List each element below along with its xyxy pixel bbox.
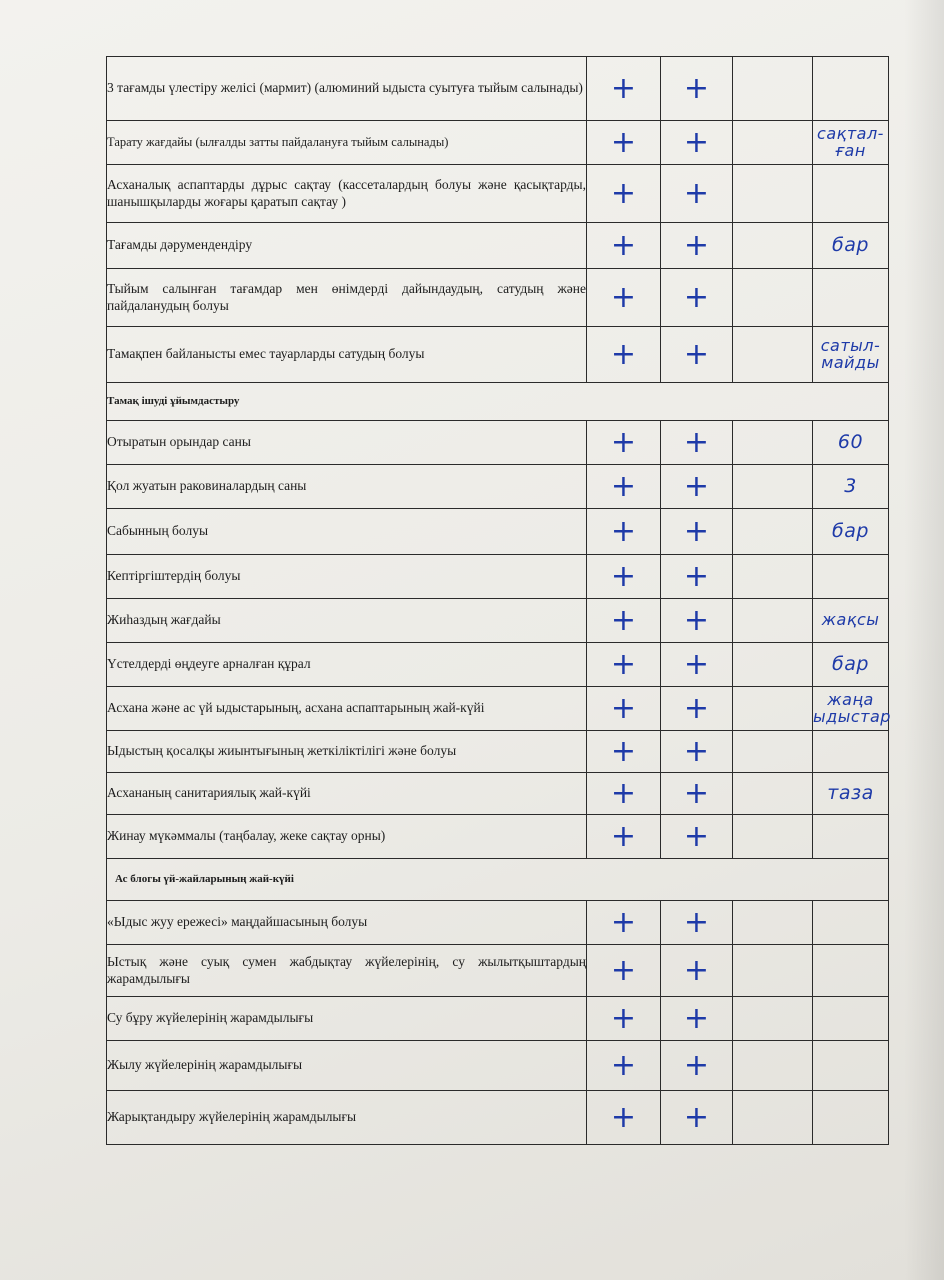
note-cell: бар [813, 509, 889, 555]
mark-1: + [610, 1000, 637, 1036]
mark-2: + [683, 513, 710, 549]
empty-cell [733, 223, 813, 269]
section-row [107, 859, 889, 901]
table-row [107, 555, 889, 599]
empty-cell [733, 1041, 813, 1091]
mark-2: + [683, 818, 710, 854]
mark-2: + [683, 775, 710, 811]
table-row [107, 687, 889, 731]
note-cell [813, 815, 889, 859]
table-row [107, 1091, 889, 1145]
criterion-text: Асханалық аспаптарды дұрыс сақтау (кассеталардың болуы және қасықтарды, шанышқыларды жоғары қаратып сақтау ) [107, 165, 587, 223]
note-cell: таза [813, 773, 889, 815]
mark-2: + [683, 279, 710, 315]
mark-2: + [683, 904, 710, 940]
criterion-text: Жылу жүйелерінің жарамдылығы [107, 1041, 587, 1091]
table-row [107, 223, 889, 269]
criterion-text: Жинау мүкәммалы (таңбалау, жеке сақтау орны) [107, 815, 587, 859]
empty-cell [733, 945, 813, 997]
criterion-text: Ыстық және суық сумен жабдықтау жүйелерінің, су жылытқыштардың жарамдылығы [107, 945, 587, 997]
mark-1: + [610, 558, 637, 594]
criterion-text: Тыйым салынған тағамдар мен өнімдерді дайындаудың, сатудың және пайдаланудың болуы [107, 269, 587, 327]
empty-cell [733, 599, 813, 643]
empty-cell [733, 121, 813, 165]
mark-2: + [683, 70, 710, 106]
criterion-text: Асхананың санитариялық жай-күйі [107, 773, 587, 815]
note-cell [813, 57, 889, 121]
note-cell [813, 945, 889, 997]
mark-1: + [610, 424, 637, 460]
note-cell: жақсы [813, 599, 889, 643]
criterion-text: Сабынның болуы [107, 509, 587, 555]
note-cell [813, 555, 889, 599]
mark-1: + [610, 646, 637, 682]
empty-cell [733, 773, 813, 815]
mark-1: + [610, 904, 637, 940]
section-title: Тамақ ішуді ұйымдастыру [107, 383, 889, 421]
mark-2: + [683, 558, 710, 594]
mark-2: + [683, 602, 710, 638]
mark-2: + [683, 952, 710, 988]
criterion-text: Тамақпен байланысты емес тауарларды сатудың болуы [107, 327, 587, 383]
mark-2: + [683, 175, 710, 211]
empty-cell [733, 509, 813, 555]
note-cell: жаңа ыдыстар [813, 687, 889, 731]
mark-1: + [610, 227, 637, 263]
criterion-text: 3 тағамды үлестіру желісі (мармит) (алюминий ыдыста суытуға тыйым салынады) [107, 57, 587, 121]
note-cell: 3 [813, 465, 889, 509]
criterion-text: Қол жуатын раковиналардың саны [107, 465, 587, 509]
table-row [107, 509, 889, 555]
note-cell [813, 901, 889, 945]
empty-cell [733, 687, 813, 731]
checklist-form [106, 56, 891, 1145]
mark-2: + [683, 124, 710, 160]
mark-1: + [610, 1047, 637, 1083]
criterion-text: Отыратын орындар саны [107, 421, 587, 465]
criterion-text: Үстелдерді өңдеуге арналған құрал [107, 643, 587, 687]
mark-1: + [610, 1099, 637, 1135]
empty-cell [733, 1091, 813, 1145]
empty-cell [733, 57, 813, 121]
checklist-table [106, 56, 889, 1145]
table-row [107, 121, 889, 165]
mark-2: + [683, 1047, 710, 1083]
mark-1: + [610, 336, 637, 372]
mark-1: + [610, 70, 637, 106]
table-row [107, 997, 889, 1041]
note-cell [813, 997, 889, 1041]
table-row [107, 901, 889, 945]
criterion-text: Тағамды дәрумендендіру [107, 223, 587, 269]
empty-cell [733, 555, 813, 599]
criterion-text: Кептіргіштердің болуы [107, 555, 587, 599]
table-row [107, 421, 889, 465]
criterion-text: Жиһаздың жағдайы [107, 599, 587, 643]
mark-1: + [610, 602, 637, 638]
note-cell: сақтал-ған [813, 121, 889, 165]
mark-2: + [683, 336, 710, 372]
mark-2: + [683, 646, 710, 682]
mark-2: + [683, 690, 710, 726]
empty-cell [733, 997, 813, 1041]
table-row [107, 465, 889, 509]
criterion-text: Асхана және ас үй ыдыстарының, асхана аспаптарының жай-күйі [107, 687, 587, 731]
empty-cell [733, 643, 813, 687]
mark-2: + [683, 1099, 710, 1135]
table-row [107, 773, 889, 815]
mark-1: + [610, 690, 637, 726]
note-cell: 60 [813, 421, 889, 465]
mark-2: + [683, 424, 710, 460]
mark-2: + [683, 733, 710, 769]
mark-2: + [683, 1000, 710, 1036]
mark-1: + [610, 513, 637, 549]
section-row [107, 383, 889, 421]
criterion-text: Жарықтандыру жүйелерінің жарамдылығы [107, 1091, 587, 1145]
table-row [107, 57, 889, 121]
table-row [107, 269, 889, 327]
table-row [107, 599, 889, 643]
empty-cell [733, 815, 813, 859]
criterion-text: Тарату жағдайы (ылғалды затты пайдалануға тыйым салынады) [107, 121, 587, 165]
criterion-text: Су бұру жүйелерінің жарамдылығы [107, 997, 587, 1041]
mark-1: + [610, 775, 637, 811]
table-row [107, 1041, 889, 1091]
mark-1: + [610, 468, 637, 504]
note-cell [813, 269, 889, 327]
mark-2: + [683, 227, 710, 263]
empty-cell [733, 327, 813, 383]
note-cell: бар [813, 643, 889, 687]
note-cell [813, 165, 889, 223]
mark-1: + [610, 952, 637, 988]
table-row [107, 945, 889, 997]
table-row [107, 165, 889, 223]
mark-1: + [610, 124, 637, 160]
empty-cell [733, 731, 813, 773]
table-row [107, 643, 889, 687]
note-cell [813, 1091, 889, 1145]
section-title: Ас блогы үй-жайларының жай-күйі [107, 859, 889, 901]
empty-cell [733, 901, 813, 945]
mark-1: + [610, 279, 637, 315]
mark-1: + [610, 175, 637, 211]
note-cell [813, 1041, 889, 1091]
table-row [107, 327, 889, 383]
empty-cell [733, 269, 813, 327]
criterion-text: «Ыдыс жуу ережесі» маңдайшасының болуы [107, 901, 587, 945]
note-cell: сатыл-майды [813, 327, 889, 383]
table-row [107, 815, 889, 859]
note-cell [813, 731, 889, 773]
table-row [107, 731, 889, 773]
criterion-text: Ыдыстың қосалқы жиынтығының жеткіліктілігі және болуы [107, 731, 587, 773]
mark-2: + [683, 468, 710, 504]
mark-1: + [610, 733, 637, 769]
note-cell: бар [813, 223, 889, 269]
empty-cell [733, 421, 813, 465]
empty-cell [733, 465, 813, 509]
mark-1: + [610, 818, 637, 854]
empty-cell [733, 165, 813, 223]
